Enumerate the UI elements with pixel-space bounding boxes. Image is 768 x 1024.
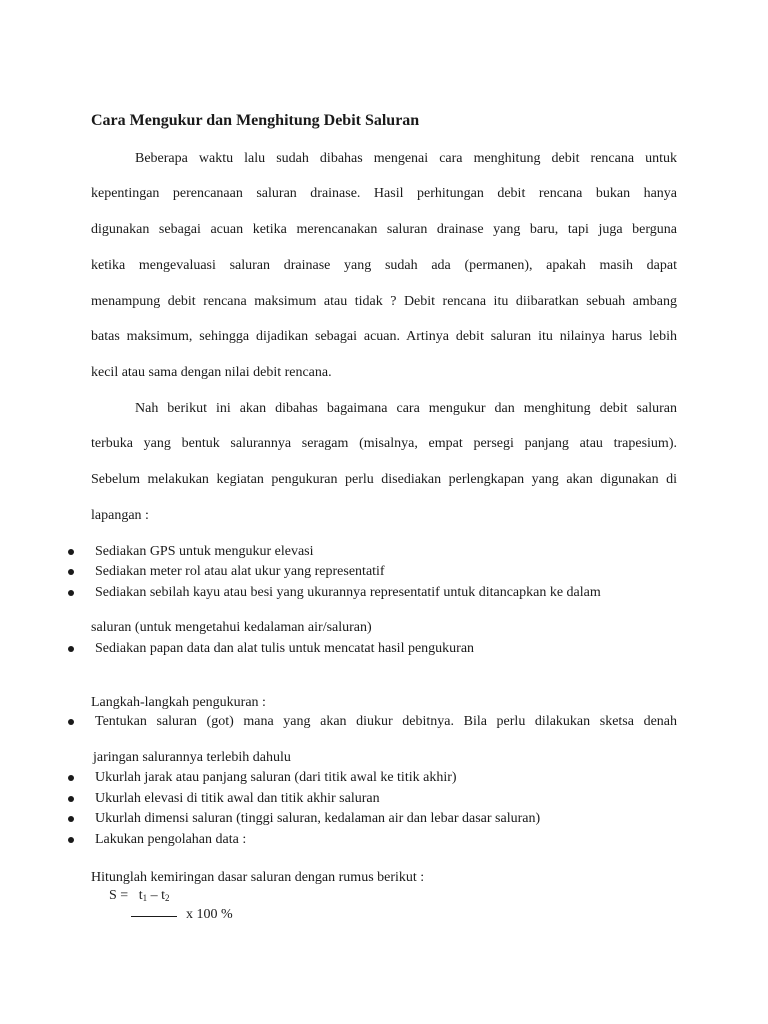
- bullet-icon: [68, 549, 74, 555]
- paragraph-1-line-3: digunakan sebagai acuan ketika merencanakan saluran drainase yang baru, tapi juga berguna: [91, 222, 677, 237]
- paragraph-2-line-3: Sebelum melakukan kegiatan pengukuran perlu disediakan perlengkapan yang akan digunakan di: [91, 472, 677, 487]
- formula-t2-subscript: 2: [164, 893, 170, 903]
- step-item-4: Ukurlah dimensi saluran (tinggi saluran, kedalaman air dan lebar dasar saluran): [95, 811, 541, 826]
- step-item-1-continuation: jaringan salurannya terlebih dahulu: [93, 750, 291, 765]
- equipment-item-2: Sediakan meter rol atau alat ukur yang representatif: [95, 564, 385, 579]
- bullet-icon: [68, 816, 74, 822]
- equipment-item-4: Sediakan papan data dan alat tulis untuk mencatat hasil pengukuran: [95, 641, 475, 656]
- step-item-1: Tentukan saluran (got) mana yang akan diukur debitnya. Bila perlu dilakukan sketsa denah: [95, 714, 677, 729]
- step-item-2: Ukurlah jarak atau panjang saluran (dari titik awal ke titik akhir): [95, 770, 457, 785]
- formula-minus: –: [150, 888, 158, 903]
- bullet-icon: [68, 796, 74, 802]
- paragraph-2-line-4: lapangan :: [91, 508, 149, 523]
- paragraph-1-line-5: menampung debit rencana maksimum atau tidak ? Debit rencana itu diibaratkan sebuah ambang: [91, 294, 677, 309]
- step-item-5: Lakukan pengolahan data :: [95, 832, 247, 847]
- formula-multiplier: x 100 %: [186, 907, 233, 922]
- paragraph-1-line-7: kecil atau sama dengan nilai debit rencana.: [91, 365, 332, 380]
- formula-t2: t: [161, 888, 165, 903]
- paragraph-2-line-1: Nah berikut ini akan dibahas bagaimana cara mengukur dan menghitung debit saluran: [135, 401, 677, 416]
- bullet-icon: [68, 775, 74, 781]
- paragraph-1-line-2: kepentingan perencanaan saluran drainase. Hasil perhitungan debit rencana bukan hanya: [91, 186, 677, 201]
- paragraph-1-line-1: Beberapa waktu lalu sudah dibahas mengenai cara menghitung debit rencana untuk: [135, 151, 677, 166]
- formula-lhs: S =: [109, 888, 129, 903]
- paragraph-2-line-2: terbuka yang bentuk salurannya seragam (misalnya, empat persegi panjang atau trapesium).: [91, 436, 677, 451]
- paragraph-1-line-4: ketika mengevaluasi saluran drainase yang sudah ada (permanen), apakah masih dapat: [91, 258, 677, 273]
- equipment-item-3: Sediakan sebilah kayu atau besi yang ukurannya representatif untuk ditancapkan ke dalam: [95, 585, 601, 600]
- formula-expression: [109, 887, 169, 907]
- bullet-icon: [68, 646, 74, 652]
- fraction-bar: [131, 916, 177, 917]
- equipment-item-1: Sediakan GPS untuk mengukur elevasi: [95, 544, 314, 559]
- formula-intro: Hitunglah kemiringan dasar saluran dengan rumus berikut :: [91, 870, 425, 885]
- bullet-icon: [68, 590, 74, 596]
- bullet-icon: [68, 719, 74, 725]
- formula-t1-subscript: 1: [142, 893, 148, 903]
- steps-heading: Langkah-langkah pengukuran :: [91, 695, 266, 710]
- formula-t1: t: [138, 888, 143, 903]
- paragraph-1-line-6: batas maksimum, sehingga dijadikan sebagai acuan. Artinya debit saluran itu nilainya harus lebih: [91, 329, 677, 344]
- document-title: Cara Mengukur dan Menghitung Debit Saluran: [91, 112, 420, 129]
- step-item-3: Ukurlah elevasi di titik awal dan titik akhir saluran: [95, 791, 380, 806]
- bullet-icon: [68, 569, 74, 575]
- equipment-item-3-continuation: saluran (untuk mengetahui kedalaman air/saluran): [91, 620, 372, 635]
- bullet-icon: [68, 837, 74, 843]
